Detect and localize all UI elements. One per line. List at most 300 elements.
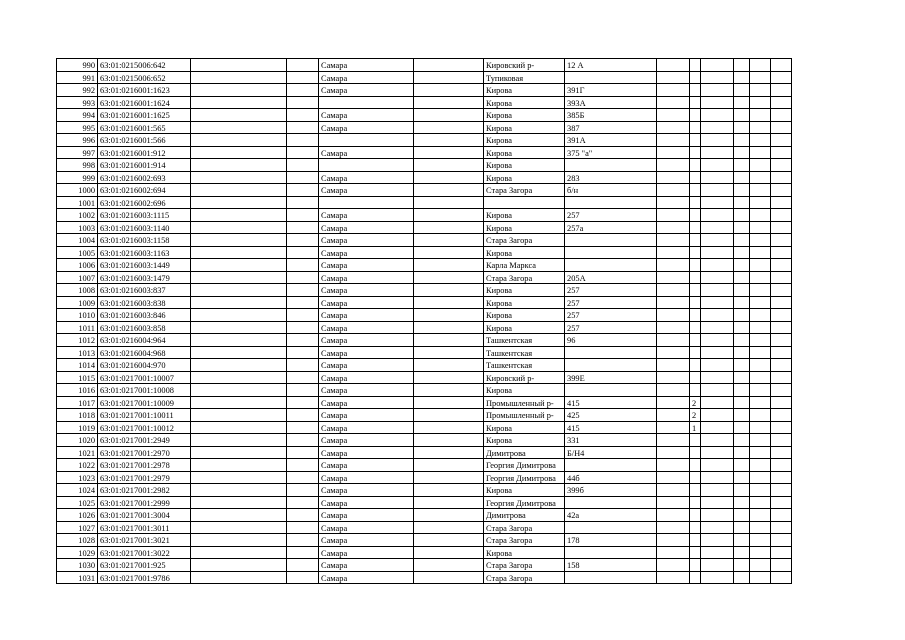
city-cell: Самара <box>319 271 414 284</box>
building-number-cell <box>690 159 701 172</box>
empty-cell <box>414 59 484 72</box>
empty-cell <box>734 471 750 484</box>
empty-cell <box>191 121 287 134</box>
empty-cell <box>701 196 734 209</box>
empty-cell <box>734 259 750 272</box>
empty-cell <box>750 84 771 97</box>
table-row <box>57 509 792 522</box>
empty-cell <box>657 571 690 584</box>
row-number-cell: 1027 <box>57 521 98 534</box>
empty-cell <box>734 234 750 247</box>
empty-cell <box>191 221 287 234</box>
empty-cell <box>750 384 771 397</box>
row-number-cell: 1010 <box>57 309 98 322</box>
empty-cell <box>701 396 734 409</box>
empty-cell <box>657 409 690 422</box>
empty-cell <box>191 446 287 459</box>
empty-cell <box>287 346 319 359</box>
empty-cell <box>191 384 287 397</box>
empty-cell <box>701 234 734 247</box>
table-row <box>57 484 792 497</box>
street-cell: Кировский р- <box>484 371 565 384</box>
empty-cell <box>750 409 771 422</box>
cadastral-number-cell: 63:01:0216001:566 <box>98 134 191 147</box>
empty-cell <box>771 571 792 584</box>
house-number-cell: 44б <box>565 471 657 484</box>
table-row <box>57 459 792 472</box>
table-row <box>57 221 792 234</box>
empty-cell <box>414 221 484 234</box>
cadastral-number-cell: 63:01:0216003:837 <box>98 284 191 297</box>
cadastral-number-cell: 63:01:0216002:693 <box>98 171 191 184</box>
empty-cell <box>191 421 287 434</box>
empty-cell <box>734 459 750 472</box>
empty-cell <box>657 84 690 97</box>
table-row <box>57 121 792 134</box>
empty-cell <box>414 284 484 297</box>
row-number-cell: 994 <box>57 109 98 122</box>
cadastral-number-cell: 63:01:0216002:694 <box>98 184 191 197</box>
empty-cell <box>771 309 792 322</box>
empty-cell <box>750 346 771 359</box>
building-number-cell <box>690 296 701 309</box>
empty-cell <box>750 271 771 284</box>
empty-cell <box>191 171 287 184</box>
street-cell: Кировский р- <box>484 59 565 72</box>
empty-cell <box>750 196 771 209</box>
empty-cell <box>701 121 734 134</box>
building-number-cell <box>690 196 701 209</box>
empty-cell <box>657 371 690 384</box>
house-number-cell: 96 <box>565 334 657 347</box>
house-number-cell: 283 <box>565 171 657 184</box>
row-number-cell: 1003 <box>57 221 98 234</box>
empty-cell <box>287 371 319 384</box>
empty-cell <box>771 334 792 347</box>
street-cell: Кирова <box>484 421 565 434</box>
city-cell: Самара <box>319 484 414 497</box>
city-cell: Самара <box>319 184 414 197</box>
house-number-cell: 387 <box>565 121 657 134</box>
street-cell: Ташкентская <box>484 346 565 359</box>
empty-cell <box>734 371 750 384</box>
row-number-cell: 997 <box>57 146 98 159</box>
empty-cell <box>657 71 690 84</box>
empty-cell <box>287 296 319 309</box>
empty-cell <box>750 109 771 122</box>
empty-cell <box>657 509 690 522</box>
empty-cell <box>734 159 750 172</box>
empty-cell <box>771 146 792 159</box>
empty-cell <box>657 534 690 547</box>
empty-cell <box>414 571 484 584</box>
empty-cell <box>771 121 792 134</box>
empty-cell <box>701 346 734 359</box>
empty-cell <box>771 421 792 434</box>
street-cell: Кирова <box>484 84 565 97</box>
empty-cell <box>287 146 319 159</box>
cadastral-number-cell: 63:01:0216004:968 <box>98 346 191 359</box>
empty-cell <box>414 146 484 159</box>
house-number-cell: 178 <box>565 534 657 547</box>
empty-cell <box>771 396 792 409</box>
row-number-cell: 1006 <box>57 259 98 272</box>
city-cell: Самара <box>319 71 414 84</box>
empty-cell <box>657 221 690 234</box>
house-number-cell <box>565 459 657 472</box>
table-row <box>57 71 792 84</box>
street-cell: Стара Загора <box>484 234 565 247</box>
row-number-cell: 1015 <box>57 371 98 384</box>
house-number-cell <box>565 159 657 172</box>
empty-cell <box>701 471 734 484</box>
table-row <box>57 559 792 572</box>
empty-cell <box>287 471 319 484</box>
cadastral-number-cell: 63:01:0217001:10012 <box>98 421 191 434</box>
row-number-cell: 996 <box>57 134 98 147</box>
house-number-cell: 12 А <box>565 59 657 72</box>
city-cell: Самара <box>319 521 414 534</box>
row-number-cell: 1023 <box>57 471 98 484</box>
empty-cell <box>191 246 287 259</box>
street-cell: Карла Маркса <box>484 259 565 272</box>
city-cell: Самара <box>319 121 414 134</box>
empty-cell <box>750 284 771 297</box>
table-row <box>57 334 792 347</box>
empty-cell <box>750 171 771 184</box>
empty-cell <box>191 534 287 547</box>
table-row <box>57 234 792 247</box>
empty-cell <box>287 121 319 134</box>
empty-cell <box>657 309 690 322</box>
empty-cell <box>701 384 734 397</box>
city-cell <box>319 134 414 147</box>
building-number-cell <box>690 434 701 447</box>
table-row <box>57 371 792 384</box>
cadastral-number-cell: 63:01:0217001:925 <box>98 559 191 572</box>
empty-cell <box>414 71 484 84</box>
empty-cell <box>657 396 690 409</box>
empty-cell <box>414 359 484 372</box>
street-cell: Промышленный р- <box>484 409 565 422</box>
empty-cell <box>414 296 484 309</box>
empty-cell <box>191 59 287 72</box>
empty-cell <box>701 509 734 522</box>
empty-cell <box>414 334 484 347</box>
empty-cell <box>701 159 734 172</box>
empty-cell <box>657 109 690 122</box>
table-row <box>57 409 792 422</box>
empty-cell <box>734 521 750 534</box>
house-number-cell <box>565 571 657 584</box>
empty-cell <box>414 159 484 172</box>
empty-cell <box>734 409 750 422</box>
building-number-cell <box>690 284 701 297</box>
street-cell: Стара Загора <box>484 521 565 534</box>
cadastral-number-cell: 63:01:0217001:9786 <box>98 571 191 584</box>
house-number-cell <box>565 521 657 534</box>
table-row <box>57 296 792 309</box>
empty-cell <box>414 209 484 222</box>
empty-cell <box>734 196 750 209</box>
cadastral-number-cell: 63:01:0216002:696 <box>98 196 191 209</box>
cadastral-number-cell: 63:01:0217001:10007 <box>98 371 191 384</box>
empty-cell <box>414 259 484 272</box>
building-number-cell <box>690 471 701 484</box>
empty-cell <box>734 246 750 259</box>
empty-cell <box>734 184 750 197</box>
city-cell: Самара <box>319 496 414 509</box>
house-number-cell <box>565 546 657 559</box>
house-number-cell: 391А <box>565 134 657 147</box>
empty-cell <box>734 221 750 234</box>
cadastral-number-cell: 63:01:0216004:964 <box>98 334 191 347</box>
cadastral-number-cell: 63:01:0217001:3022 <box>98 546 191 559</box>
empty-cell <box>771 459 792 472</box>
city-cell: Самара <box>319 296 414 309</box>
city-cell: Самара <box>319 209 414 222</box>
empty-cell <box>414 134 484 147</box>
empty-cell <box>701 96 734 109</box>
building-number-cell <box>690 534 701 547</box>
empty-cell <box>657 496 690 509</box>
street-cell: Тупиковая <box>484 71 565 84</box>
empty-cell <box>191 84 287 97</box>
city-cell: Самара <box>319 234 414 247</box>
building-number-cell <box>690 509 701 522</box>
street-cell: Кирова <box>484 321 565 334</box>
empty-cell <box>191 296 287 309</box>
building-number-cell <box>690 321 701 334</box>
empty-cell <box>701 496 734 509</box>
empty-cell <box>657 134 690 147</box>
row-number-cell: 998 <box>57 159 98 172</box>
empty-cell <box>750 221 771 234</box>
empty-cell <box>657 234 690 247</box>
building-number-cell <box>690 171 701 184</box>
cadastral-number-cell: 63:01:0216003:1158 <box>98 234 191 247</box>
building-number-cell <box>690 521 701 534</box>
empty-cell <box>771 471 792 484</box>
street-cell: Кирова <box>484 209 565 222</box>
empty-cell <box>701 184 734 197</box>
empty-cell <box>191 359 287 372</box>
empty-cell <box>771 509 792 522</box>
empty-cell <box>701 146 734 159</box>
table-row <box>57 246 792 259</box>
empty-cell <box>734 109 750 122</box>
row-number-cell: 1021 <box>57 446 98 459</box>
house-number-cell: 257 <box>565 309 657 322</box>
empty-cell <box>191 521 287 534</box>
table-row <box>57 309 792 322</box>
empty-cell <box>734 296 750 309</box>
empty-cell <box>191 259 287 272</box>
street-cell: Кирова <box>484 96 565 109</box>
empty-cell <box>734 59 750 72</box>
empty-cell <box>287 421 319 434</box>
empty-cell <box>414 521 484 534</box>
row-number-cell: 1013 <box>57 346 98 359</box>
empty-cell <box>771 246 792 259</box>
row-number-cell: 1009 <box>57 296 98 309</box>
city-cell: Самара <box>319 221 414 234</box>
city-cell: Самара <box>319 59 414 72</box>
empty-cell <box>657 421 690 434</box>
empty-cell <box>750 521 771 534</box>
building-number-cell <box>690 546 701 559</box>
house-number-cell: 257 <box>565 321 657 334</box>
cadastral-number-cell: 63:01:0216001:1624 <box>98 96 191 109</box>
empty-cell <box>771 321 792 334</box>
city-cell: Самара <box>319 246 414 259</box>
empty-cell <box>734 84 750 97</box>
street-cell: Кирова <box>484 384 565 397</box>
empty-cell <box>701 484 734 497</box>
city-cell: Самара <box>319 459 414 472</box>
row-number-cell: 1004 <box>57 234 98 247</box>
empty-cell <box>734 96 750 109</box>
empty-cell <box>287 496 319 509</box>
cadastral-number-cell: 63:01:0216003:1163 <box>98 246 191 259</box>
cadastral-number-cell: 63:01:0216003:1140 <box>98 221 191 234</box>
street-cell <box>484 196 565 209</box>
row-number-cell: 1008 <box>57 284 98 297</box>
building-number-cell <box>690 571 701 584</box>
empty-cell <box>701 409 734 422</box>
building-number-cell <box>690 134 701 147</box>
empty-cell <box>657 384 690 397</box>
building-number-cell <box>690 221 701 234</box>
street-cell: Кирова <box>484 484 565 497</box>
cadastral-number-cell: 63:01:0216003:846 <box>98 309 191 322</box>
empty-cell <box>191 409 287 422</box>
empty-cell <box>771 159 792 172</box>
building-number-cell <box>690 146 701 159</box>
empty-cell <box>750 421 771 434</box>
house-number-cell: 257 <box>565 209 657 222</box>
house-number-cell: Б/Н4 <box>565 446 657 459</box>
empty-cell <box>701 434 734 447</box>
building-number-cell <box>690 484 701 497</box>
street-cell: Промышленный р- <box>484 396 565 409</box>
table-row <box>57 109 792 122</box>
empty-cell <box>750 96 771 109</box>
city-cell: Самара <box>319 309 414 322</box>
row-number-cell: 1000 <box>57 184 98 197</box>
building-number-cell <box>690 371 701 384</box>
city-cell: Самара <box>319 321 414 334</box>
cadastral-number-cell: 63:01:0217001:2979 <box>98 471 191 484</box>
empty-cell <box>750 309 771 322</box>
empty-cell <box>191 321 287 334</box>
building-number-cell: 2 <box>690 396 701 409</box>
empty-cell <box>771 96 792 109</box>
row-number-cell: 1031 <box>57 571 98 584</box>
empty-cell <box>191 459 287 472</box>
empty-cell <box>414 309 484 322</box>
table-row <box>57 84 792 97</box>
cadastral-number-cell: 63:01:0216001:1623 <box>98 84 191 97</box>
empty-cell <box>771 84 792 97</box>
empty-cell <box>657 209 690 222</box>
empty-cell <box>771 59 792 72</box>
street-cell: Георгия Димитрова <box>484 496 565 509</box>
empty-cell <box>657 271 690 284</box>
empty-cell <box>657 259 690 272</box>
house-number-cell: 415 <box>565 396 657 409</box>
city-cell: Самара <box>319 259 414 272</box>
empty-cell <box>734 546 750 559</box>
empty-cell <box>771 284 792 297</box>
house-number-cell <box>565 234 657 247</box>
table-row <box>57 196 792 209</box>
empty-cell <box>287 109 319 122</box>
empty-cell <box>657 484 690 497</box>
empty-cell <box>771 171 792 184</box>
empty-cell <box>287 409 319 422</box>
street-cell: Кирова <box>484 221 565 234</box>
house-number-cell <box>565 196 657 209</box>
row-number-cell: 1014 <box>57 359 98 372</box>
empty-cell <box>701 134 734 147</box>
cadastral-number-cell: 63:01:0217001:10008 <box>98 384 191 397</box>
empty-cell <box>191 159 287 172</box>
cadastral-number-cell: 63:01:0216001:1625 <box>98 109 191 122</box>
empty-cell <box>734 434 750 447</box>
row-number-cell: 990 <box>57 59 98 72</box>
house-number-cell: 375 "а" <box>565 146 657 159</box>
cadastral-number-cell: 63:01:0216003:838 <box>98 296 191 309</box>
building-number-cell <box>690 71 701 84</box>
street-cell: Ташкентская <box>484 334 565 347</box>
empty-cell <box>287 184 319 197</box>
empty-cell <box>734 509 750 522</box>
building-number-cell <box>690 334 701 347</box>
empty-cell <box>734 446 750 459</box>
empty-cell <box>701 84 734 97</box>
street-cell: Кирова <box>484 309 565 322</box>
house-number-cell: 257 <box>565 284 657 297</box>
empty-cell <box>287 484 319 497</box>
empty-cell <box>287 359 319 372</box>
empty-cell <box>750 259 771 272</box>
empty-cell <box>750 434 771 447</box>
street-cell: Кирова <box>484 434 565 447</box>
empty-cell <box>414 534 484 547</box>
empty-cell <box>701 371 734 384</box>
empty-cell <box>750 184 771 197</box>
empty-cell <box>657 471 690 484</box>
building-number-cell: 1 <box>690 421 701 434</box>
empty-cell <box>734 209 750 222</box>
building-number-cell <box>690 184 701 197</box>
empty-cell <box>750 559 771 572</box>
table-row <box>57 209 792 222</box>
city-cell: Самара <box>319 359 414 372</box>
empty-cell <box>750 134 771 147</box>
empty-cell <box>414 246 484 259</box>
empty-cell <box>734 171 750 184</box>
table-row <box>57 421 792 434</box>
empty-cell <box>657 196 690 209</box>
empty-cell <box>287 521 319 534</box>
empty-cell <box>734 534 750 547</box>
empty-cell <box>414 109 484 122</box>
empty-cell <box>734 421 750 434</box>
empty-cell <box>771 484 792 497</box>
empty-cell <box>287 221 319 234</box>
